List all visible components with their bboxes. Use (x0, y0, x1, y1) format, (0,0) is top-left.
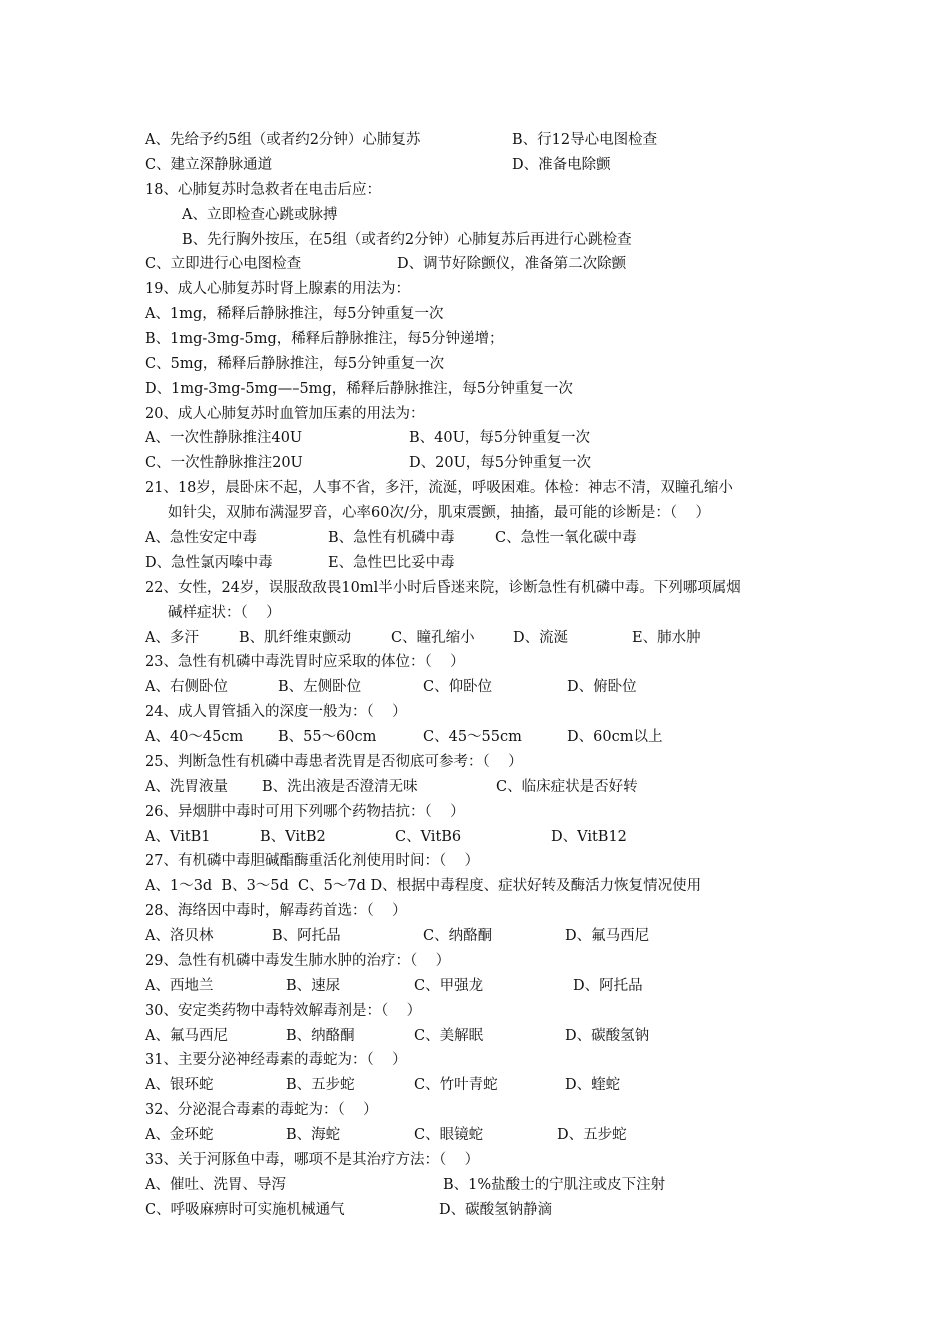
line-text: A、右侧卧位 (145, 679, 228, 695)
line-text: 22、女性，24岁，误服敌敌畏10ml半小时后昏迷来院，诊断急性有机磷中毒。下列哪项属烟 (145, 580, 741, 596)
line-text: 26、异烟肼中毒时可用下列哪个药物拮抗：（ ） (145, 804, 465, 820)
line-text: D、1mg-3mg-5mg—–5mg，稀释后静脉推注，每5分钟重复一次 (145, 381, 573, 397)
option-text: D、流涎 (513, 630, 569, 646)
line-text: 33、关于河豚鱼中毒，哪项不是其治疗方法：（ ） (145, 1152, 480, 1168)
line-text: C、立即进行心电图检查 (145, 256, 302, 272)
line-text: B、先行胸外按压，在5组（或者约2分钟）心肺复苏后再进行心跳检查 (182, 232, 632, 248)
line-text: D、急性氯丙嗪中毒 (145, 555, 273, 571)
line-text: 如针尖，双肺布满湿罗音，心率60次/分，肌束震颤，抽搐，最可能的诊断是：（ ） (168, 505, 711, 521)
line-text: A、金环蛇 (145, 1127, 214, 1143)
line-text: C、5mg，稀释后静脉推注，每5分钟重复一次 (145, 356, 445, 372)
option-text: B、肌纤维束颤动 (239, 630, 352, 646)
line-text: A、氟马西尼 (145, 1028, 228, 1044)
line-text: 碱样症状：（ ） (168, 605, 281, 621)
line-text: 29、急性有机磷中毒发生肺水肿的治疗：（ ） (145, 953, 451, 969)
line-text: B、1mg-3mg-5mg，稀释后静脉推注，每5分钟递增； (145, 331, 504, 347)
line-text: A、1mg，稀释后静脉推注，每5分钟重复一次 (145, 306, 444, 322)
line-text: 32、分泌混合毒素的毒蛇为：（ ） (145, 1102, 378, 1118)
line-text: A、1～3d B、3～5d C、5～7d D、根据中毒程度、症状好转及酶活力恢复情况使用 (145, 878, 702, 894)
option-text: B、左侧卧位 (278, 679, 362, 695)
option-text: D、五步蛇 (557, 1127, 627, 1143)
option-text: D、碳酸氢钠静滴 (439, 1202, 553, 1218)
line-text: A、洗胃液量 (145, 779, 228, 795)
line-text: 24、成人胃管插入的深度一般为：（ ） (145, 704, 407, 720)
line-text: A、多汗 (145, 630, 199, 646)
line-text: A、立即检查心跳或脉搏 (182, 207, 338, 223)
option-text: C、仰卧位 (423, 679, 493, 695)
line-text: A、西地兰 (145, 978, 214, 994)
option-text: C、美解眠 (414, 1028, 484, 1044)
line-text: 30、安定类药物中毒特效解毒剂是：（ ） (145, 1003, 422, 1019)
line-text: 19、成人心肺复苏时肾上腺素的用法为： (145, 281, 410, 297)
option-text: C、瞳孔缩小 (391, 630, 475, 646)
option-text: B、五步蛇 (286, 1077, 355, 1093)
line-text: A、VitB1 (145, 829, 211, 845)
line-text: A、急性安定中毒 (145, 530, 257, 546)
option-text: C、眼镜蛇 (414, 1127, 484, 1143)
option-text: B、40U，每5分钟重复一次 (409, 430, 591, 446)
line-text: 28、海络因中毒时，解毒药首选：（ ） (145, 903, 407, 919)
option-text: B、纳酪酮 (286, 1028, 355, 1044)
option-text: B、洗出液是否澄清无味 (262, 779, 418, 795)
option-text: D、VitB12 (551, 829, 627, 845)
line-text: 27、有机磷中毒胆碱酯酶重活化剂使用时间：（ ） (145, 853, 480, 869)
line-text: A、先给予约5组（或者约2分钟）心肺复苏 (145, 132, 421, 148)
option-text: D、60cm以上 (567, 729, 663, 745)
line-text: 23、急性有机磷中毒洗胃时应采取的体位：（ ） (145, 654, 465, 670)
line-text: A、40～45cm (145, 729, 244, 745)
option-text: C、急性一氧化碳中毒 (495, 530, 637, 546)
line-text: C、一次性静脉推注20U (145, 455, 303, 471)
option-text: D、准备电除颤 (512, 157, 611, 173)
line-text: 20、成人心肺复苏时血管加压素的用法为： (145, 406, 425, 422)
option-text: C、纳酪酮 (423, 928, 493, 944)
option-text: D、阿托品 (573, 978, 643, 994)
line-text: A、一次性静脉推注40U (145, 430, 303, 446)
option-text: B、1%盐酸士的宁肌注或皮下注射 (443, 1177, 666, 1193)
option-text: D、氟马西尼 (565, 928, 650, 944)
option-text: D、碳酸氢钠 (565, 1028, 650, 1044)
option-text: D、20U，每5分钟重复一次 (409, 455, 592, 471)
option-text: C、VitB6 (395, 829, 462, 845)
line-text: 18、心肺复苏时急救者在电击后应： (145, 182, 381, 198)
option-text: D、俯卧位 (567, 679, 637, 695)
option-text: B、VitB2 (260, 829, 326, 845)
option-text: C、甲强龙 (414, 978, 484, 994)
option-text: C、45～55cm (423, 729, 522, 745)
line-text: C、呼吸麻痹时可实施机械通气 (145, 1202, 345, 1218)
line-text: A、银环蛇 (145, 1077, 214, 1093)
line-text: 31、主要分泌神经毒素的毒蛇为：（ ） (145, 1052, 407, 1068)
option-text: C、竹叶青蛇 (414, 1077, 498, 1093)
option-text: B、速尿 (286, 978, 341, 994)
option-text: E、肺水肿 (632, 630, 701, 646)
option-text: D、蝰蛇 (565, 1077, 621, 1093)
line-text: A、催吐、洗胃、导泻 (145, 1177, 286, 1193)
option-text: B、行12导心电图检查 (512, 132, 658, 148)
line-text: 25、判断急性有机磷中毒患者洗胃是否彻底可参考：（ ） (145, 754, 523, 770)
line-text: C、建立深静脉通道 (145, 157, 273, 173)
option-text: E、急性巴比妥中毒 (328, 555, 455, 571)
option-text: B、55～60cm (278, 729, 377, 745)
option-text: D、调节好除颤仪，准备第二次除颤 (397, 256, 627, 272)
option-text: B、阿托品 (272, 928, 341, 944)
line-text: A、洛贝林 (145, 928, 214, 944)
line-text: 21、18岁，晨卧床不起，人事不省，多汗，流涎，呼吸困难。体检：神志不清，双瞳孔缩小 (145, 480, 733, 496)
option-text: B、海蛇 (286, 1127, 341, 1143)
option-text: C、临床症状是否好转 (496, 779, 638, 795)
option-text: B、急性有机磷中毒 (328, 530, 455, 546)
